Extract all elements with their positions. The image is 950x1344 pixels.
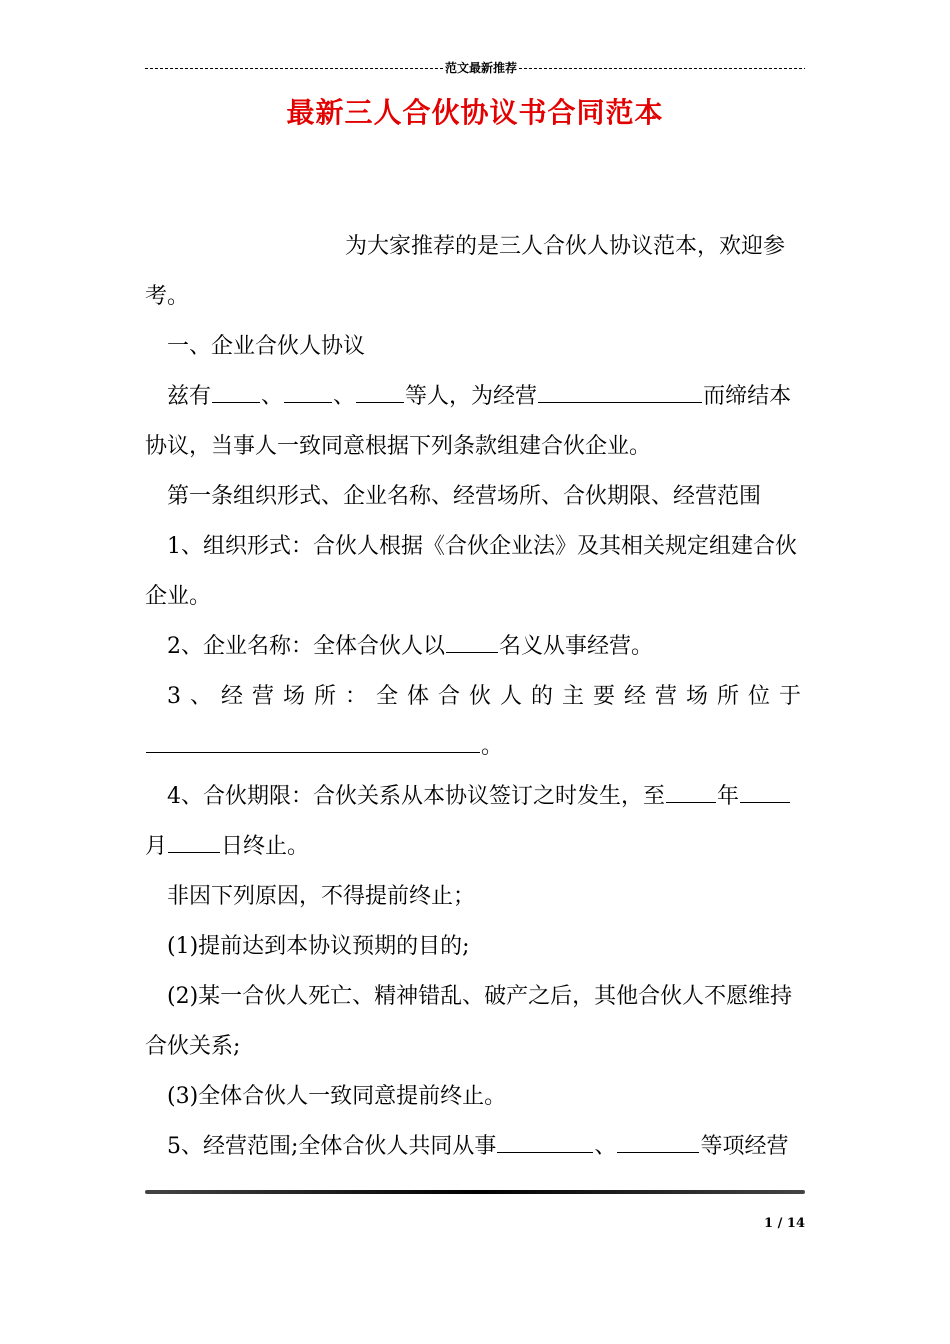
- item-1-line-2: 企业。: [145, 584, 212, 609]
- document-body: [145, 222, 810, 1172]
- item-3-line-2: 。: [145, 722, 807, 772]
- condition-2-line-2: 合伙关系;: [145, 1034, 241, 1059]
- article-1-heading: 第一条组织形式、企业名称、经营场所、合伙期限、经营范围: [167, 484, 762, 509]
- condition-2-line-1: (2)某一合伙人死亡、精神错乱、破产之后，其他合伙人不愿维持: [167, 984, 793, 1009]
- condition-3: (3)全体合伙人一致同意提前终止。: [167, 1084, 507, 1109]
- footer-rule: [145, 1190, 805, 1194]
- item-1-line-1: 1、组织形式：合伙人根据《合伙企业法》及其相关规定组建合伙: [167, 534, 797, 559]
- paragraph-parties-line-1: 兹有 、 、 等人，为经营 而缔结本: [145, 372, 807, 422]
- condition-intro: 非因下列原因，不得提前终止；: [167, 884, 476, 909]
- intro-line-2: 考。: [145, 284, 190, 309]
- header-label: 范文最新推荐: [445, 61, 518, 75]
- header-dash-left: [145, 68, 443, 69]
- item-4-line-1: 4、合伙期限：合伙关系从本协议签订之时发生，至 年: [145, 772, 807, 822]
- document-title: 最新三人合伙协议书合同范本: [286, 96, 664, 129]
- page-number: 1 / 14: [764, 1216, 805, 1231]
- intro-line-1: 为大家推荐的是三人合伙人协议范本，欢迎参: [345, 234, 786, 259]
- item-3-line-1: 3、经营场所：全体合伙人的主要经营场所位于: [167, 684, 810, 709]
- header-dash-right: [519, 68, 805, 69]
- condition-1: (1)提前达到本协议预期的目的;: [167, 934, 470, 959]
- page-header: [145, 58, 805, 78]
- item-4-line-2: 月 日终止。: [145, 822, 807, 872]
- section-heading: 一、企业合伙人协议: [167, 334, 366, 359]
- paragraph-parties-line-2: 协议，当事人一致同意根据下列条款组建合伙企业。: [145, 434, 652, 459]
- item-5-line-1: 5、经营范围;全体合伙人共同从事 、 等项经营: [145, 1122, 807, 1172]
- item-2: 2、企业名称：全体合伙人以 名义从事经营。: [145, 622, 807, 672]
